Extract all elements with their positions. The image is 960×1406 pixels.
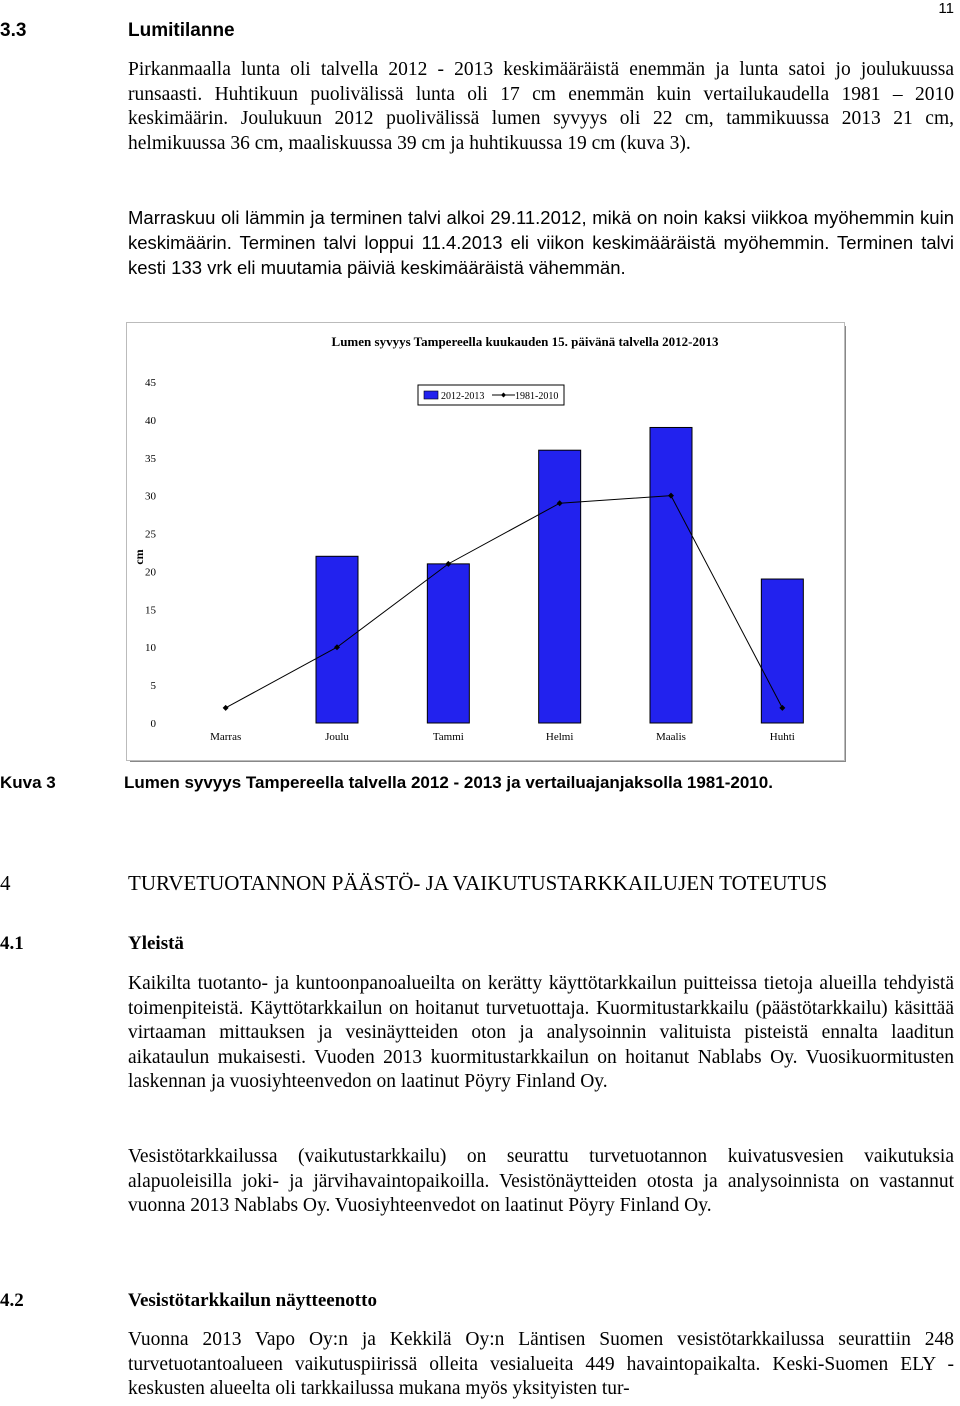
chart-title: Lumen syvyys Tampereella kuukauden 15. päivänä talvella 2012-2013 <box>331 334 719 349</box>
paragraph-general: Kaikilta tuotanto- ja kuntoonpanoalueilta on kerätty käyttötarkkailun puitteissa tietoja alueilla tehdyistä toimenpiteistä. Käyttötarkkailun on hoitanut turvetuottaja. Kuormitustarkkailu (päästötarkkailu) käsittää virtaaman mittauksen ja vesinäytteiden oton ja analysoinnin valituista pisteistä ennalta laaditun aikataulun mukaisesti. Vuoden 2013 kuormitustarkkailun on hoitanut Nablabs Oy. Vuosikuormitusten laskennan ja vuosiyhteenvedon on laatinut Pöyry Finland Oy. <box>128 973 954 1092</box>
section-number: 3.3 <box>0 20 27 41</box>
y-axis-label: cm <box>132 549 146 565</box>
section-title: Yleistä <box>128 933 184 954</box>
bar-tammi <box>427 564 469 723</box>
section-number: 4 <box>0 871 11 895</box>
paragraph-water-monitoring: Vesistötarkkailussa (vaikutustarkkailu) on seurattu turvetuotannon kuivatusvesien vaikutuksia alapuoleisilla joki- ja järvihavaintopaikoilla. Vesistönäytteiden otosta ja analysoinnista on vastannut vuonna 2013 Nablabs Oy. Vuosiyhteenvedot on laatinut Pöyry Finland Oy. <box>128 1146 954 1216</box>
y-tick-label: 45 <box>145 377 156 389</box>
y-tick-label: 10 <box>145 642 156 655</box>
caption-label: Kuva 3 <box>0 773 56 792</box>
snow-depth-chart <box>126 322 846 762</box>
section-title: Vesistötarkkailun näytteenotto <box>128 1290 377 1311</box>
category-label: Helmi <box>545 731 574 743</box>
chart-svg <box>126 322 846 762</box>
category-label: Maalis <box>656 731 686 743</box>
legend-label-2012-2013: 2012-2013 <box>441 391 485 402</box>
category-label: Huhti <box>769 731 795 743</box>
category-label: Tammi <box>432 731 464 743</box>
y-tick-label: 35 <box>145 452 156 465</box>
legend-bar-swatch <box>424 391 438 399</box>
legend-label-1981-2010: 1981-2010 <box>515 391 559 402</box>
y-tick-label: 30 <box>145 490 156 503</box>
section-title: TURVETUOTANNON PÄÄSTÖ- JA VAIKUTUSTARKKAILUJEN TOTEUTUS <box>128 871 828 895</box>
section-number: 4.2 <box>0 1290 24 1311</box>
y-tick-label: 20 <box>145 566 156 579</box>
paragraph-snow-situation: Pirkanmaalla lunta oli talvella 2012 - 2013 keskimääräistä enemmän ja lunta satoi jo joulukuussa runsaasti. Huhtikuun puolivälissä lunta oli 17 cm enemmän kuin vertailukaudella 1981 – 2010 keskimäärin. Joulukuun 2012 puolivälissä lumen syvyys oli 22 cm, tammikuussa 2013 21 cm, helmikuussa 36 cm, maaliskuussa 39 cm ja huhtikuussa 19 cm (kuva 3). <box>128 59 954 154</box>
section-title: Lumitilanne <box>128 20 235 41</box>
bar-maalis <box>650 427 692 723</box>
section-number: 4.1 <box>0 933 24 954</box>
category-label: Marras <box>210 731 242 743</box>
legend <box>418 385 564 405</box>
y-tick-label: 0 <box>150 718 156 730</box>
paragraph-sampling: Vuonna 2013 Vapo Oy:n ja Kekkilä Oy:n Läntisen Suomen vesistötarkkailussa seurattiin 248 turvetuotantoalueen vaikutuspiirissä olleita vesialueita 449 havaintopaikalta. Keski-Suomen ELY -keskusten alueelta oli tarkkailussa mukana myös yksityisten tur- <box>128 1329 954 1399</box>
bar-helmi <box>539 450 581 723</box>
caption-text: Lumen syvyys Tampereella talvella 2012 - 2013 ja vertailuajanjaksolla 1981-2010. <box>124 773 773 792</box>
bar-joulu <box>316 556 358 723</box>
y-tick-label: 40 <box>145 414 156 427</box>
y-tick-label: 5 <box>150 680 156 693</box>
paragraph-thermal-winter: Marraskuu oli lämmin ja terminen talvi alkoi 29.11.2012, mikä on noin kaksi viikkoa myöhemmin kuin keskimäärin. Terminen talvi loppui 11.4.2013 eli viikon keskimääräistä myöhemmin. Terminen talvi kesti 133 vrk eli muutamia päiviä keskimääräistä vähemmän. <box>128 207 954 278</box>
y-tick-label: 25 <box>145 528 156 541</box>
page-number: 11 <box>938 0 954 17</box>
bar-huhti <box>761 579 803 723</box>
y-tick-label: 15 <box>145 604 156 617</box>
category-label: Joulu <box>325 731 349 743</box>
